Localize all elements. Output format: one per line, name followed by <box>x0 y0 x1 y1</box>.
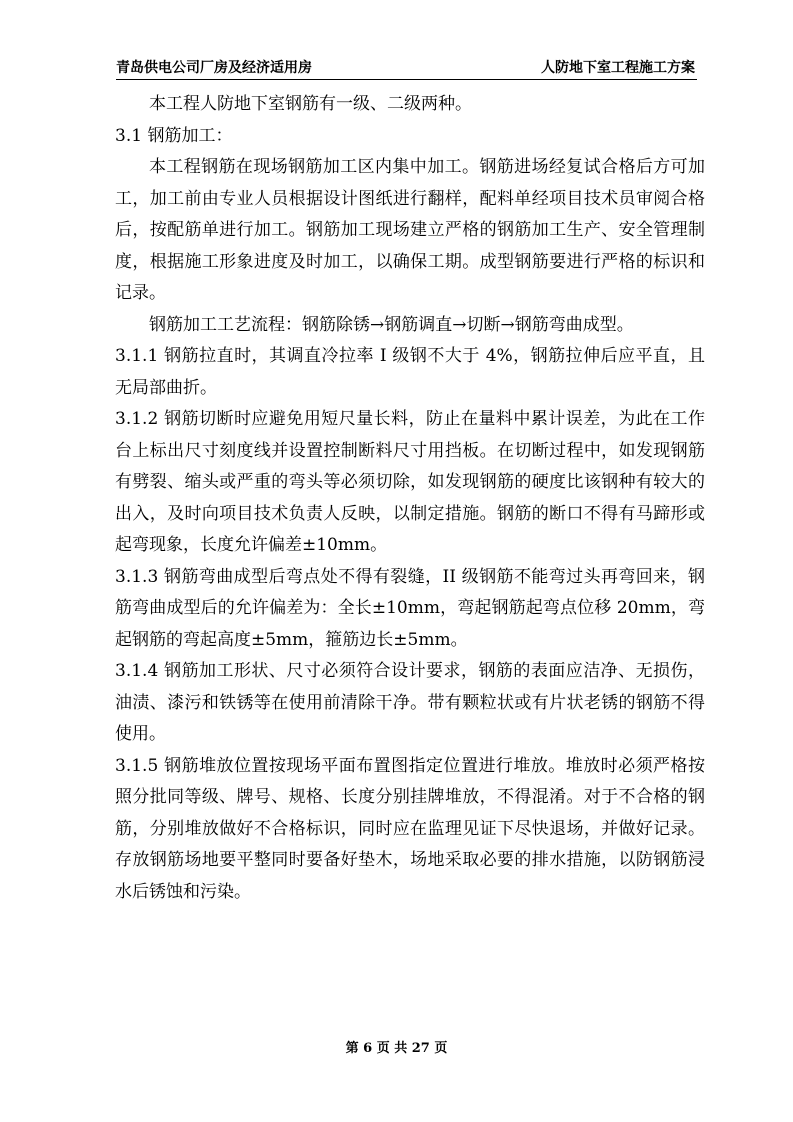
document-body <box>115 89 705 908</box>
paragraph-process-flow: 钢筋加工工艺流程：钢筋除锈→钢筋调直→切断→钢筋弯曲成型。 <box>149 314 634 335</box>
paragraph-intro: 本工程人防地下室钢筋有一级、二级两种。 <box>149 94 472 114</box>
page-header <box>116 57 697 79</box>
header-project-title: 青岛供电公司厂房及经济适用房 <box>116 60 312 76</box>
paragraph-3-1-5: 3.1.5 钢筋堆放位置按现场平面布置图指定位置进行堆放。堆放时必须严格按照分批同等级、牌号、规格、长度分别挂牌堆放，不得混淆。对于不合格的钢筋，分别堆放做好不合格标识，同时应在监理见证下尽快退场，并做好记录。存放钢筋场地要平整同时要备好垫木，场地采取必要的排水措施，以防钢筋浸水后锈蚀和污染。 <box>115 755 705 902</box>
paragraph-3-1-2: 3.1.2 钢筋切断时应避免用短尺量长料，防止在量料中累计误差，为此在工作台上标出尺寸刻度线并设置控制断料尺寸用挡板。在切断过程中，如发现钢筋有劈裂、缩头或严重的弯头等必须切除，如发现钢筋的硬度比该钢种有较大的出入，及时向项目技术负责人反映，以制定措施。钢筋的断口不得有马蹄形或起弯现象，长度允许偏差±10mm。 <box>115 409 705 555</box>
header-document-title: 人防地下室工程施工方案 <box>541 60 695 76</box>
header-divider <box>116 79 697 80</box>
page-number: 第 6 页 共 27 页 <box>345 1041 448 1056</box>
paragraph-processing: 本工程钢筋在现场钢筋加工区内集中加工。钢筋进场经复试合格后方可加工，加工前由专业人员根据设计图纸进行翻样，配料单经项目技术员审阅合格后，按配筋单进行加工。钢筋加工现场建立严格的钢筋加工生产、安全管理制度，根据施工形象进度及时加工，以确保工期。成型钢筋要进行严格的标识和记录。 <box>115 157 705 303</box>
page-footer <box>0 1040 793 1058</box>
paragraph-3-1-4: 3.1.4 钢筋加工形状、尺寸必须符合设计要求，钢筋的表面应洁净、无损伤，油渍、漆污和铁锈等在使用前清除干净。带有颗粒状或有片状老锈的钢筋不得使用。 <box>115 661 705 744</box>
section-heading: 3.1 钢筋加工： <box>115 125 233 146</box>
paragraph-3-1-1: 3.1.1 钢筋拉直时，其调直冷拉率 I 级钢不大于 4%，钢筋拉伸后应平直，且无局部曲折。 <box>115 346 705 398</box>
paragraph-3-1-3: 3.1.3 钢筋弯曲成型后弯点处不得有裂缝，II 级钢筋不能弯过头再弯回来，钢筋弯曲成型后的允许偏差为：全长±10mm，弯起钢筋起弯点位移 20mm，弯起钢筋的弯起高度±5mm，箍筋边长±5mm。 <box>115 566 705 650</box>
